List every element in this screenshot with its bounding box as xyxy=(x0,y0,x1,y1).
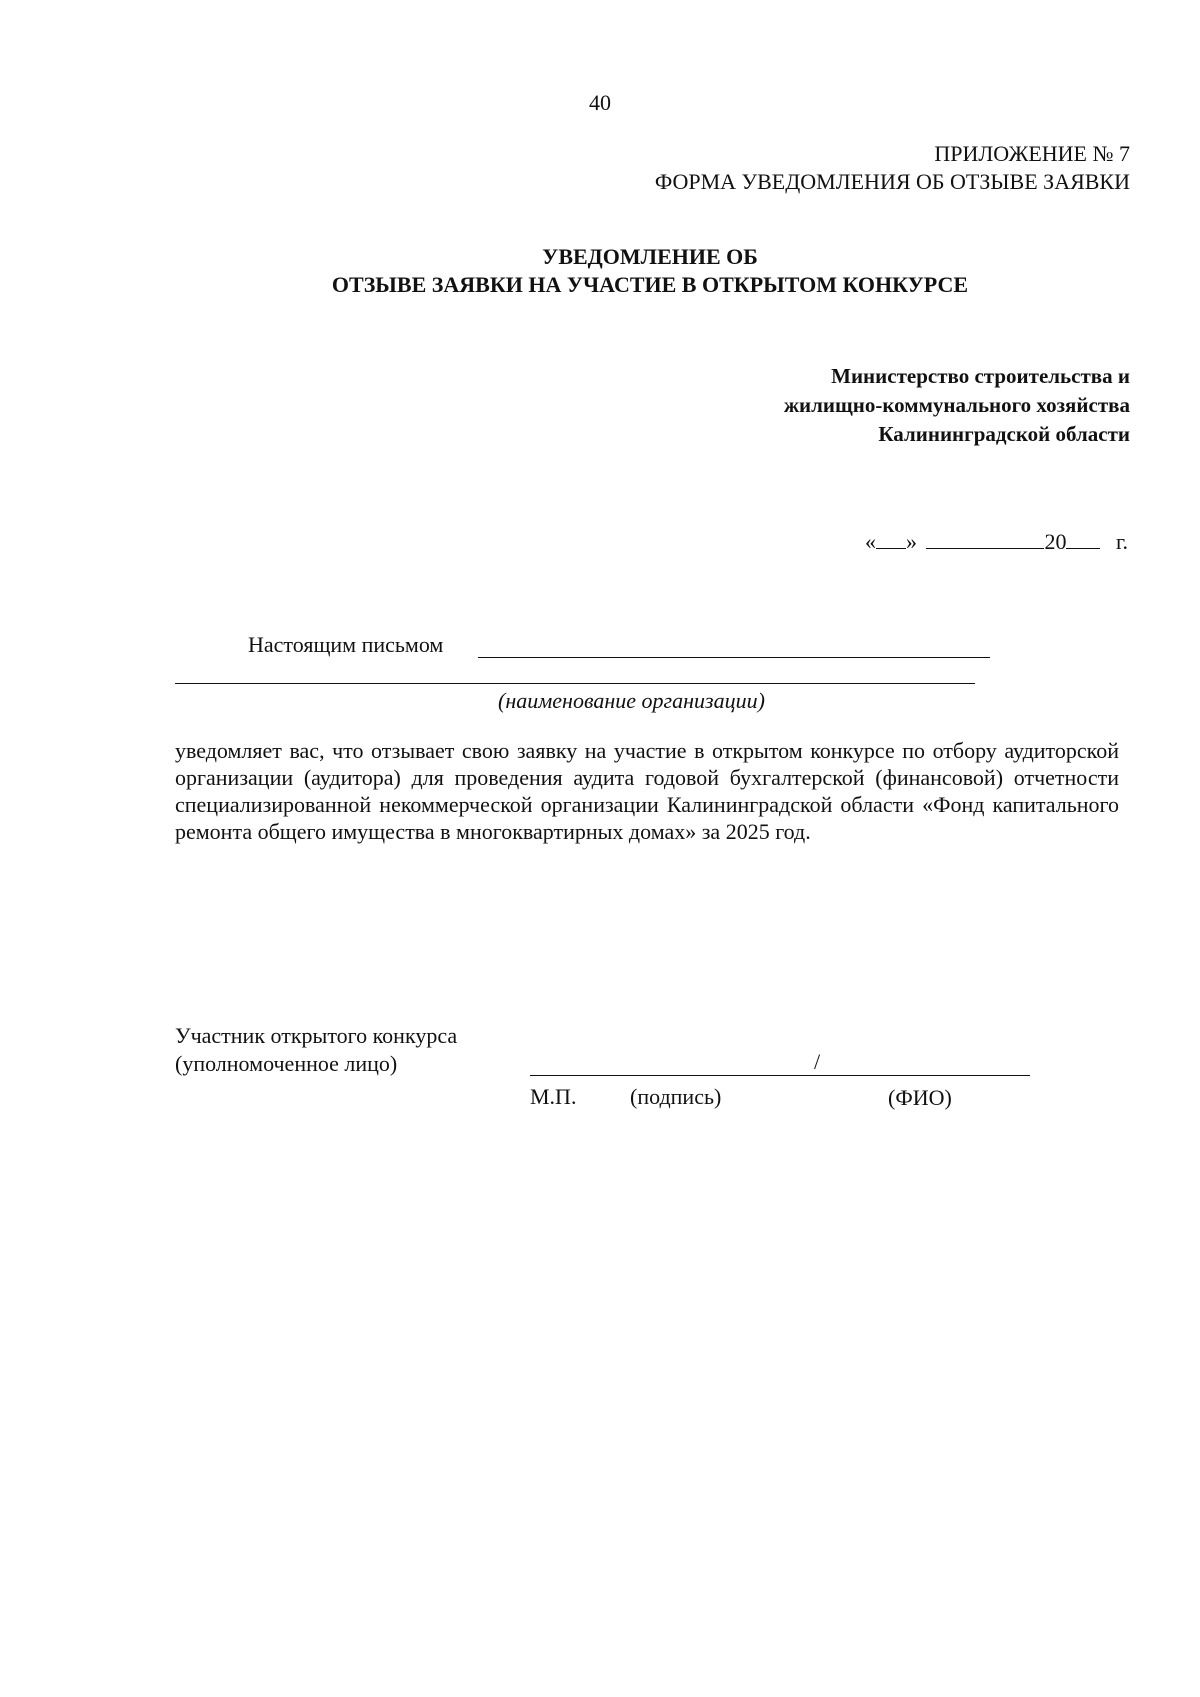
recipient-line-2: жилищно-коммунального хозяйства xyxy=(783,393,1130,417)
document-title xyxy=(0,243,1200,299)
intro-text: Настоящим письмом xyxy=(248,632,444,657)
appendix-number: ПРИЛОЖЕНИЕ № 7 xyxy=(934,141,1130,166)
appendix-header xyxy=(655,140,1130,196)
year-prefix: 20 xyxy=(1044,529,1067,554)
recipient-block xyxy=(784,362,1130,449)
recipient-line-3: Калининградской области xyxy=(878,422,1130,446)
month-blank xyxy=(926,528,1044,549)
signer-line-1: Участник открытого конкурса xyxy=(175,1023,458,1048)
page-number: 40 xyxy=(589,90,611,115)
full-name-caption: (ФИО) xyxy=(888,1085,952,1110)
notice-body: уведомляет вас, что отзывает свою заявку на участие в открытом конкурсе по отбору аудиторской организации (аудитора) для проведения аудита годовой бухгалтерской (финансовой) отчетности специализированной некоммерческой организации Калининградской области «Фонд капитального ремонта общего имущества в многоквартирных домах» за 2025 год. xyxy=(175,738,1119,844)
year-blank xyxy=(1066,528,1100,549)
signer-label xyxy=(175,1022,457,1078)
recipient-line-1: Министерство строительства и xyxy=(831,364,1130,388)
stamp-place-label: М.П. xyxy=(530,1084,577,1109)
appendix-form-title: ФОРМА УВЕДОМЛЕНИЯ ОБ ОТЗЫВЕ ЗАЯВКИ xyxy=(654,169,1130,194)
title-line-2: ОТЗЫВЕ ЗАЯВКИ НА УЧАСТИЕ В ОТКРЫТОМ КОНКУРСЕ xyxy=(331,272,969,297)
date-open-quote: « xyxy=(864,529,876,554)
signature-caption: (подпись) xyxy=(630,1084,722,1109)
organization-name-blank-continued xyxy=(175,683,975,684)
year-suffix: г. xyxy=(1115,529,1128,554)
date-field xyxy=(865,528,1128,555)
signer-line-2: (уполномоченное лицо) xyxy=(175,1051,398,1076)
day-blank xyxy=(876,528,906,549)
signature-separator: / xyxy=(814,1049,821,1074)
organization-caption: (наименование организации) xyxy=(498,688,765,713)
date-close-quote: » xyxy=(905,529,917,554)
organization-name-blank xyxy=(478,657,990,658)
signature-blank xyxy=(530,1075,1030,1076)
title-line-1: УВЕДОМЛЕНИЕ ОБ xyxy=(542,244,758,269)
